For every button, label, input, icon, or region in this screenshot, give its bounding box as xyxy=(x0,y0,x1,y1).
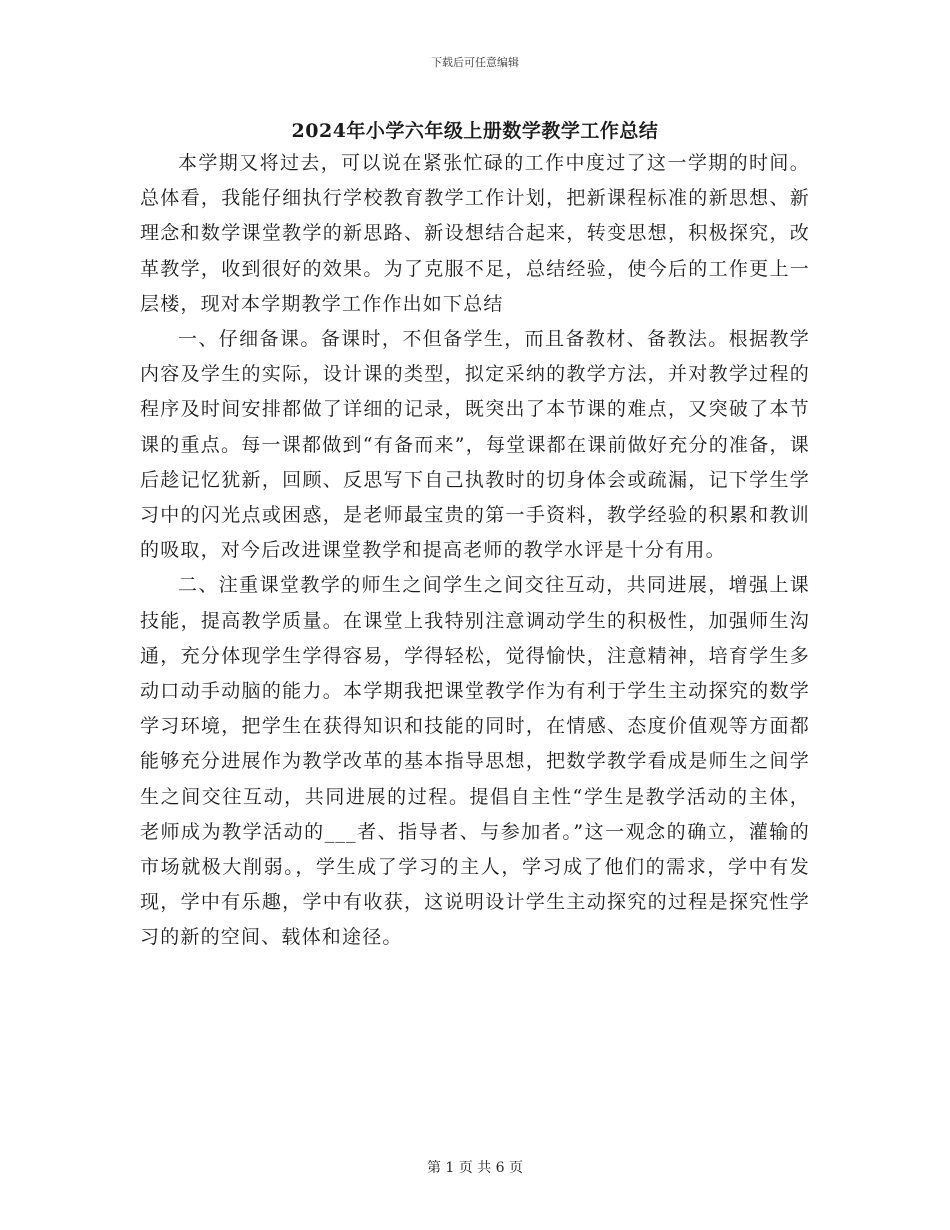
document-title: 2024年小学六年级上册数学教学工作总结 xyxy=(291,120,659,142)
section-one-paragraph: 一、仔细备课。备课时，不但备学生，而且备教材、备教法。根据教学内容及学生的实际，设计课的类型，拟定采纳的教学方法，并对教学过程的程序及时间安排都做了详细的记录，既突出了本节课的难点，又突破了本节课的重点。每一课都做到“有备而来”，每堂课都在课前做好充分的准备，课后趁记忆犹新，回顾、反思写下自己执教时的切身体会或疏漏，记下学生学习中的闪光点或困惑，是老师最宝贵的第一手资料，教学经验的积累和教训的吸取，对今后改进课堂教学和提高老师的教学水评是十分有用。 xyxy=(140,328,810,562)
intro-paragraph: 本学期又将过去，可以说在紧张忙碌的工作中度过了这一学期的时间。总体看，我能仔细执行学校教育教学工作计划，把新课程标准的新思想、新理念和数学课堂教学的新思路、新设想结合起来，转变思想，积极探究，改革教学，收到很好的效果。为了克服不足，总结经验，使今后的工作更上一层楼，现对本学期教学工作作出如下总结 xyxy=(140,152,810,315)
section-two-paragraph: 二、注重课堂教学的师生之间学生之间交往互动，共同进展，增强上课技能，提高教学质量。在课堂上我特别注意调动学生的积极性，加强师生沟通，充分体现学生学得容易，学得轻松，觉得愉快，注意精神，培育学生多动口动手动脑的能力。本学期我把课堂教学作为有利于学生主动探究的数学学习环境，把学生在获得知识和技能的同时，在情感、态度价值观等方面都能够充分进展作为教学改革的基本指导思想，把数学教学看成是师生之间学生之间交往互动，共同进展的过程。提倡自主性“学生是教学活动的主体，老师成为教学活动的___者、指导者、与参加者。”这一观念的确立，灌输的市场就极大削弱。，学生成了学习的主人，学习成了他们的需求，学中有发现，学中有乐趣，学中有收获，这说明设计学生主动探究的过程是探究性学习的新的空间、载体和途径。 xyxy=(140,574,810,949)
download-note: 下载后可任意编辑 xyxy=(431,56,519,69)
page-number: 第 1 页 共 6 页 xyxy=(426,1160,524,1176)
document-body xyxy=(140,146,810,956)
